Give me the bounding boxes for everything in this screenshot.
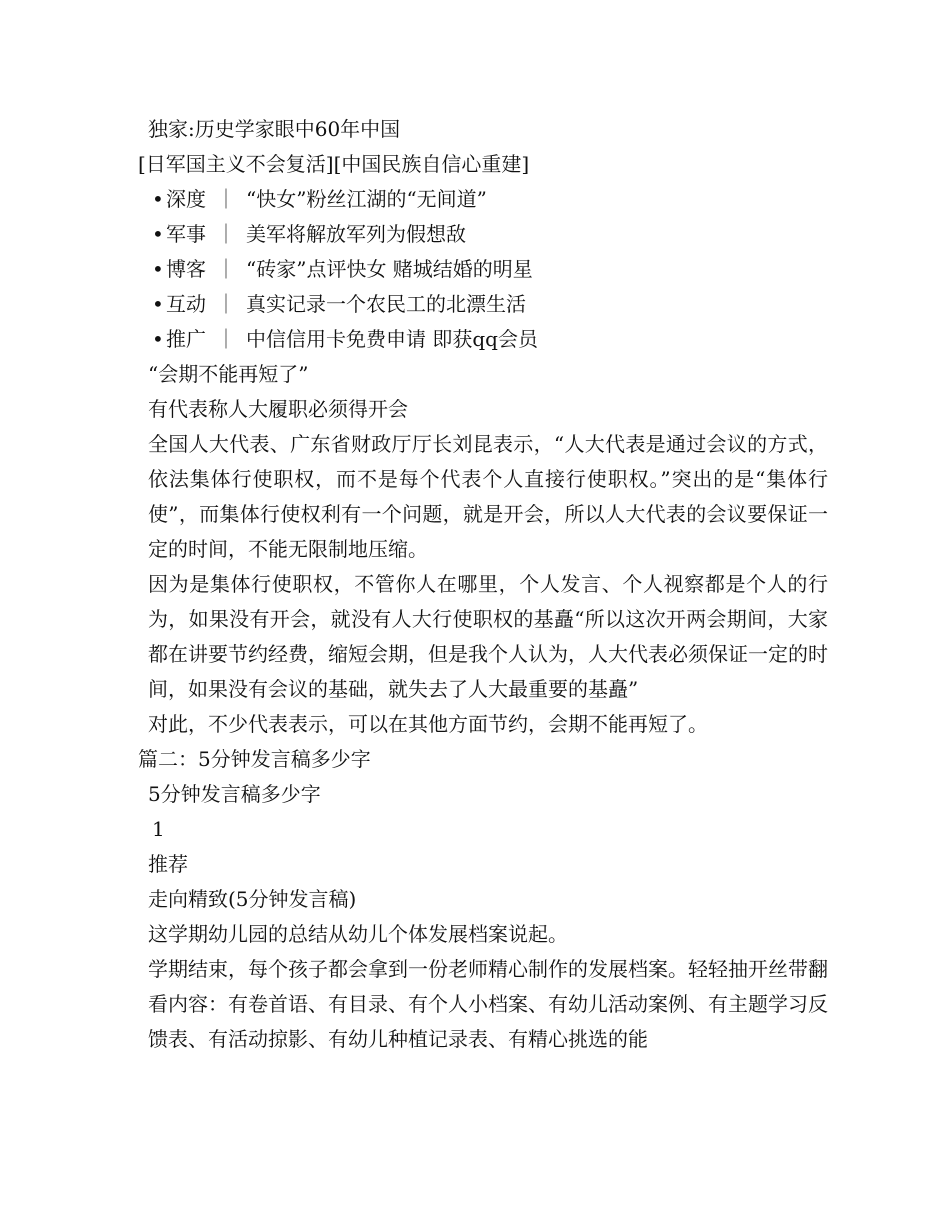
link-category: 深度 [166, 187, 206, 211]
section2-essay-title: 走向精致(5分钟发言稿) [148, 887, 357, 911]
header-title: 独家:历史学家眼中60年中国 [148, 117, 401, 141]
link-separator: ｜ [216, 327, 236, 351]
section2-paragraph-2: 学期结束，每个孩子都会拿到一份老师精心制作的发展档案。轻轻抽开丝带翻看内容：有卷首语、有目录、有个人小档案、有幼儿活动案例、有主题学习反馈表、有活动掠影、有幼儿种植记录表、有精心挑选的能 [148, 957, 828, 1051]
article-subtitle: 有代表称人大履职必须得开会 [148, 397, 408, 421]
link-list [138, 182, 828, 357]
section2-number: 1 [152, 817, 165, 841]
article-paragraph-3: 对此，不少代表表示，可以在其他方面节约，会期不能再短了。 [148, 712, 708, 736]
bullet-icon: • [152, 187, 164, 211]
bullet-icon: • [152, 222, 164, 246]
section2-paragraph-1: 这学期幼儿园的总结从幼儿个体发展档案说起。 [148, 922, 568, 946]
link-text[interactable]: “快女”粉丝江湖的“无间道” [246, 187, 487, 211]
list-item[interactable] [138, 252, 828, 287]
list-item[interactable] [138, 287, 828, 322]
section2-recommend: 推荐 [148, 852, 188, 876]
link-category: 互动 [166, 292, 206, 316]
document-page [138, 112, 828, 1057]
link-category: 军事 [166, 222, 206, 246]
header-tags: [日军国主义不会复活][中国民族自信心重建] [138, 152, 530, 176]
link-separator: ｜ [216, 292, 236, 316]
link-category: 博客 [166, 257, 206, 281]
link-text[interactable]: 真实记录一个农民工的北漂生活 [246, 292, 526, 316]
article-quote-title: “会期不能再短了” [148, 362, 309, 386]
article-paragraph-1: 全国人大代表、广东省财政厅厅长刘昆表示，“人大代表是通过会议的方式，依法集体行使职权，而不是每个代表个人直接行使职权。”突出的是“集体行使”，而集体行使权利有一个问题，就是开会，所以人大代表的会议要保证一定的时间，不能无限制地压缩。 [148, 432, 828, 561]
bullet-icon: • [152, 292, 164, 316]
section2-heading: 篇二：5分钟发言稿多少字 [138, 747, 371, 771]
list-item[interactable] [138, 182, 828, 217]
link-separator: ｜ [216, 187, 236, 211]
article-paragraph-2: 因为是集体行使职权，不管你人在哪里，个人发言、个人视察都是个人的行为，如果没有开会，就没有人大行使职权的基矗“所以这次开两会期间，大家都在讲要节约经费，缩短会期，但是我个人认为，人大代表必须保证一定的时间，如果没有会议的基础，就失去了人大最重要的基矗” [148, 572, 828, 701]
list-item[interactable] [138, 322, 828, 357]
link-text[interactable]: 中信信用卡免费申请 即获qq会员 [246, 327, 538, 351]
bullet-icon: • [152, 257, 164, 281]
bullet-icon: • [152, 327, 164, 351]
link-text[interactable]: 美军将解放军列为假想敌 [246, 222, 466, 246]
list-item[interactable] [138, 217, 828, 252]
link-separator: ｜ [216, 257, 236, 281]
link-category: 推广 [166, 327, 206, 351]
section2-title: 5分钟发言稿多少字 [148, 782, 321, 806]
link-text[interactable]: “砖家”点评快女 赌城结婚的明星 [246, 257, 533, 281]
link-separator: ｜ [216, 222, 236, 246]
